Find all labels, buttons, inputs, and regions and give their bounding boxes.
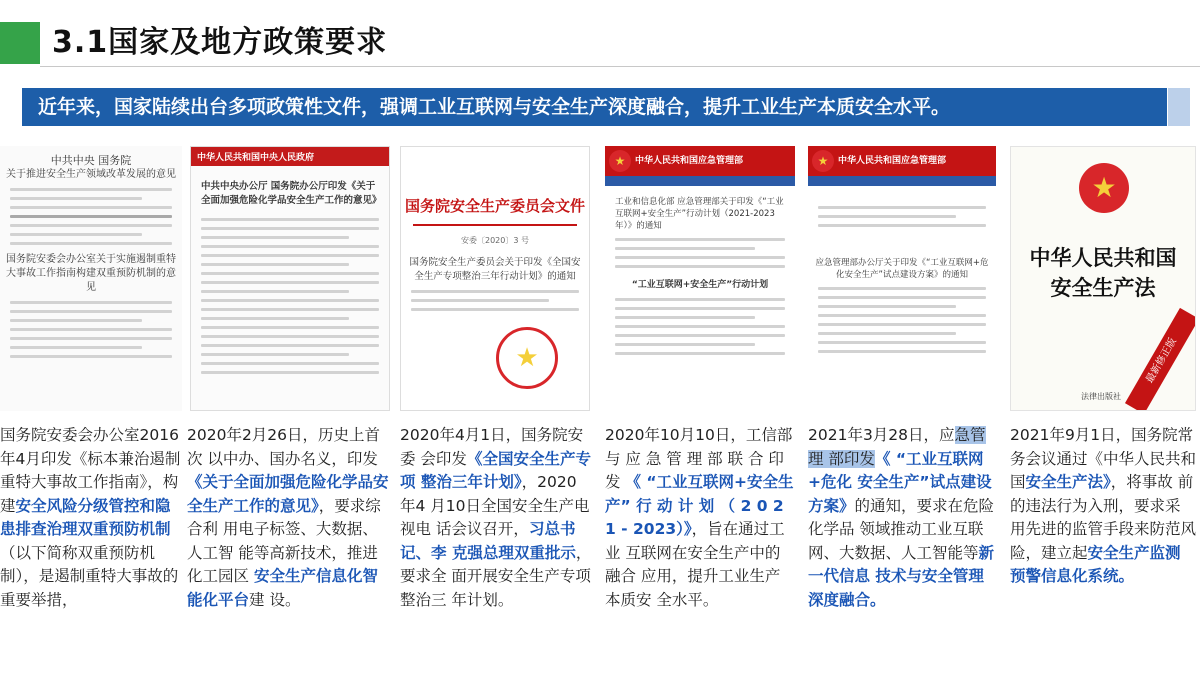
edition-badge: 最新修正版 (1125, 308, 1196, 411)
caption-highlight: 《全国安全生产专项 整治三年计划》 (400, 449, 591, 491)
title-accent-block (0, 22, 40, 64)
caption-highlight: 《 “工业互联网+安全生产” 行 动 计 划 （ 2 0 2 1 - 2023）》 (605, 473, 794, 538)
book-title: 中华人民共和国安全生产法 (1029, 245, 1177, 300)
doc2-masthead: 中华人民共和国中央人民政府 (191, 147, 389, 166)
caption-text: 2020年10月10日，工信部 与 应 急 管 理 部 联 合 印 发 (605, 426, 793, 491)
doc3-red-rule (413, 224, 577, 226)
caption-highlight: 安全风险分级管控和隐患排查治理双重预防机制 (0, 496, 171, 538)
document-thumbnail-3 (400, 146, 590, 411)
caption-highlight: 安全生产法》 (1025, 473, 1111, 491)
caption-2 (187, 424, 392, 612)
doc4-masthead-bar (605, 146, 795, 176)
caption-6 (1010, 424, 1196, 589)
caption-text: ，要求全 面开展安全生产专项整治三 年计划。 (400, 543, 592, 609)
caption-text: ，将事故 前的违法行为入刑，要求采 用先进的监管手段来防范风 险，建立起 (1010, 473, 1197, 562)
doc4-nav-strip (605, 176, 795, 186)
national-emblem-icon (812, 150, 834, 172)
slide-header (0, 0, 1200, 80)
caption-text: 2021年3月28日，应 (808, 426, 955, 444)
doc3-title: 国务院安全生产委员会文件 (404, 197, 585, 215)
caption-text: 急管理 部印发 (808, 426, 986, 468)
doc5-nav-strip (808, 176, 996, 186)
caption-text: 的通知，要求在危险化学品 领域推动工业互联网、大数据、人工智能等 (808, 496, 995, 562)
document-thumbnail-5 (808, 146, 996, 411)
caption-text: 2021年9月1日，国务院常 务会议通过《中华人民共和 国 (1010, 426, 1197, 491)
doc5-notice: 应急管理部办公厅关于印发《“工业互联网+危化安全生产”试点建设方案》的通知 (815, 258, 989, 280)
caption-5 (808, 424, 998, 612)
caption-highlight: 安全生产信息化智能化平台 (187, 567, 378, 609)
doc5-masthead: 中华人民共和国应急管理部 (838, 156, 947, 166)
document-thumbnail-1 (0, 146, 182, 411)
caption-4 (605, 424, 795, 612)
caption-1 (0, 424, 183, 612)
doc1-header: 中共中央 国务院 (50, 154, 132, 167)
caption-highlight: 《关于全面加强危险化学品安全生产工作的意见》 (187, 473, 389, 515)
caption-3 (400, 424, 592, 612)
doc5-masthead-bar (808, 146, 996, 176)
doc1-subtitle: 国务院安委会办公室关于实施遏制重特大事故工作指南构建双重预防机制的意见 (6, 254, 176, 293)
doc4-notice: 工业和信息化部 应急管理部关于印发《“工业互联网+安全生产”行动计划（2021-2023年）》的通知 (615, 197, 784, 231)
caption-text: 2020年2月26日，历史上首次 以中办、国办名义，印发 (187, 426, 381, 468)
national-emblem-icon (1079, 163, 1129, 213)
banner-side-decoration (1168, 88, 1190, 126)
summary-banner: 近年来，国家陆续出台多项政策性文件，强调工业互联网与安全生产深度融合，提升工业生产本质安全水平。 (22, 88, 1167, 126)
title-divider (40, 66, 1200, 67)
document-thumbnail-2 (190, 146, 390, 411)
red-seal-icon (496, 327, 558, 389)
caption-highlight: 《 “工业互联网+危化 安全生产”试点建设方案》 (808, 449, 992, 515)
doc4-heading: “工业互联网+安全生产”行动计划 (631, 280, 769, 290)
doc3-notice: 国务院安全生产委员会关于印发《全国安全生产专项整治三年行动计划》的通知 (409, 257, 581, 282)
publisher-label: 法律出版社 (1081, 392, 1121, 401)
national-emblem-icon (609, 150, 631, 172)
caption-text: 国务院安委会办公室2016年4月印发《标本兼治遏制重特大事故工作指南》，构建 (0, 426, 181, 515)
caption-text: 建 设。 (249, 590, 301, 609)
doc4-masthead: 中华人民共和国应急管理部 (635, 156, 744, 166)
doc3-doc-number: 安委〔2020〕3 号 (461, 236, 529, 245)
document-thumbnail-6 (1010, 146, 1196, 411)
caption-highlight: 习总书记、李 克强总理双重批示 (400, 520, 576, 562)
caption-highlight: 新一代信息 技术与安全管理深度融合。 (808, 543, 995, 609)
caption-text: ，旨在通过工业 互联网在安全生产中的融合 应用，提升工业生产本质安 全水平。 (605, 520, 785, 609)
caption-text: （以下简称双重预防机制），是遏制重特大事故的重要举措， (0, 543, 179, 609)
doc1-title: 关于推进安全生产领域改革发展的意见 (6, 169, 176, 180)
caption-highlight: 安全生产监测预警信息化系统。 (1010, 543, 1181, 585)
document-thumbnail-4 (605, 146, 795, 411)
caption-text: ，2020年4 月10日全国安全生产电视电 话会议召开， (400, 473, 590, 538)
doc2-title: 中共中央办公厅 国务院办公厅印发《关于全面加强危险化学品安全生产工作的意见》 (201, 181, 382, 206)
slide-title: 3.1国家及地方政策要求 (52, 25, 388, 60)
caption-text: ，要求综合利 用电子标签、大数据、人工智 能等高新技术，推进化工园区 (187, 496, 381, 585)
caption-text: 2020年4月1日，国务院安委 会印发 (400, 426, 584, 468)
